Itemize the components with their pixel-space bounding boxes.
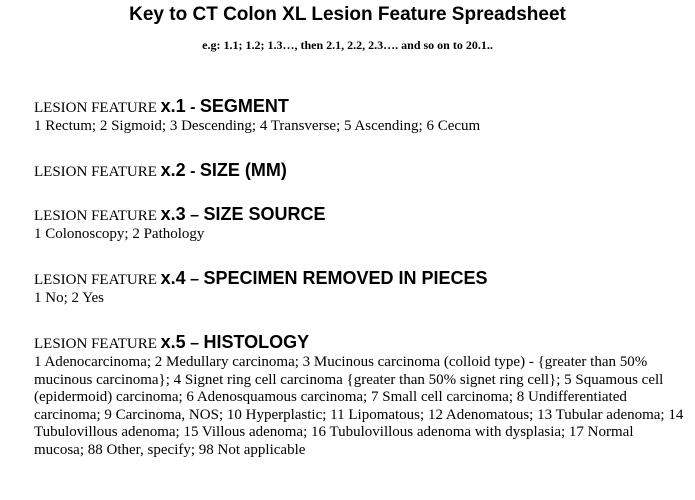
feature-number: x.3 — [160, 204, 186, 224]
feature-name: SPECIMEN REMOVED IN PIECES — [203, 268, 488, 288]
feature-name: SEGMENT — [199, 96, 289, 116]
lesion-feature-size — [34, 160, 684, 182]
feature-prefix: LESION FEATURE — [34, 100, 161, 116]
feature-heading — [34, 160, 684, 182]
document-title: Key to CT Colon XL Lesion Feature Spreadsheet — [129, 4, 566, 25]
lesion-feature-specimen-removed — [34, 268, 684, 308]
feature-prefix: LESION FEATURE — [34, 272, 161, 288]
feature-separator: - — [185, 163, 200, 180]
lesion-feature-size-source — [34, 204, 684, 244]
feature-number: x.1 — [160, 96, 186, 116]
feature-prefix: LESION FEATURE — [34, 208, 161, 224]
feature-heading — [34, 332, 684, 354]
feature-prefix: LESION FEATURE — [34, 164, 161, 180]
feature-number: x.2 — [160, 160, 186, 180]
feature-number: x.5 — [160, 332, 186, 352]
feature-heading — [34, 96, 684, 118]
feature-values: 1 Rectum; 2 Sigmoid; 3 Descending; 4 Transverse; 5 Ascending; 6 Cecum — [34, 118, 481, 134]
feature-heading — [34, 204, 684, 226]
lesion-feature-histology — [34, 332, 684, 459]
feature-separator: – — [185, 271, 204, 288]
feature-name: SIZE SOURCE — [203, 204, 326, 224]
feature-number: x.4 — [160, 268, 186, 288]
feature-separator: - — [185, 99, 200, 116]
feature-name: SIZE (MM) — [199, 160, 287, 180]
document-subtitle: e.g: 1.1; 1.2; 1.3…, then 2.1, 2.2, 2.3…. and so on to 20.1.. — [202, 38, 493, 52]
feature-heading — [34, 268, 684, 290]
feature-name: HISTOLOGY — [203, 332, 310, 352]
feature-prefix: LESION FEATURE — [34, 336, 161, 352]
feature-values: 1 No; 2 Yes — [34, 290, 105, 306]
lesion-feature-segment — [34, 96, 684, 136]
feature-separator: – — [185, 335, 204, 352]
feature-separator: – — [185, 207, 204, 224]
feature-values: 1 Adenocarcinoma; 2 Medullary carcinoma; 3 Mucinous carcinoma (colloid type) - {greater than 50% mucinous carcinoma}; 4 Signet ring cell carcinoma {greater than 50% signet ring cell}; 5 Squamous cell (epidermoid) carcinoma; 6 Adenosquamous carcinoma; 7 Small cell carcinoma; 8 Undifferentiated carcinoma; 9 Carcinoma, NOS; 10 Hyperplastic; 11 Lipomatous; 12 Adenomatous; 13 Tubular adenoma; 14 Tubulovillous adenoma; 15 Villous adenoma; 16 Tubulovillous adenoma with dysplasia; 17 Normal mucosa; 88 Other, specify; 98 Not applicable — [34, 354, 684, 458]
feature-values: 1 Colonoscopy; 2 Pathology — [34, 226, 205, 242]
